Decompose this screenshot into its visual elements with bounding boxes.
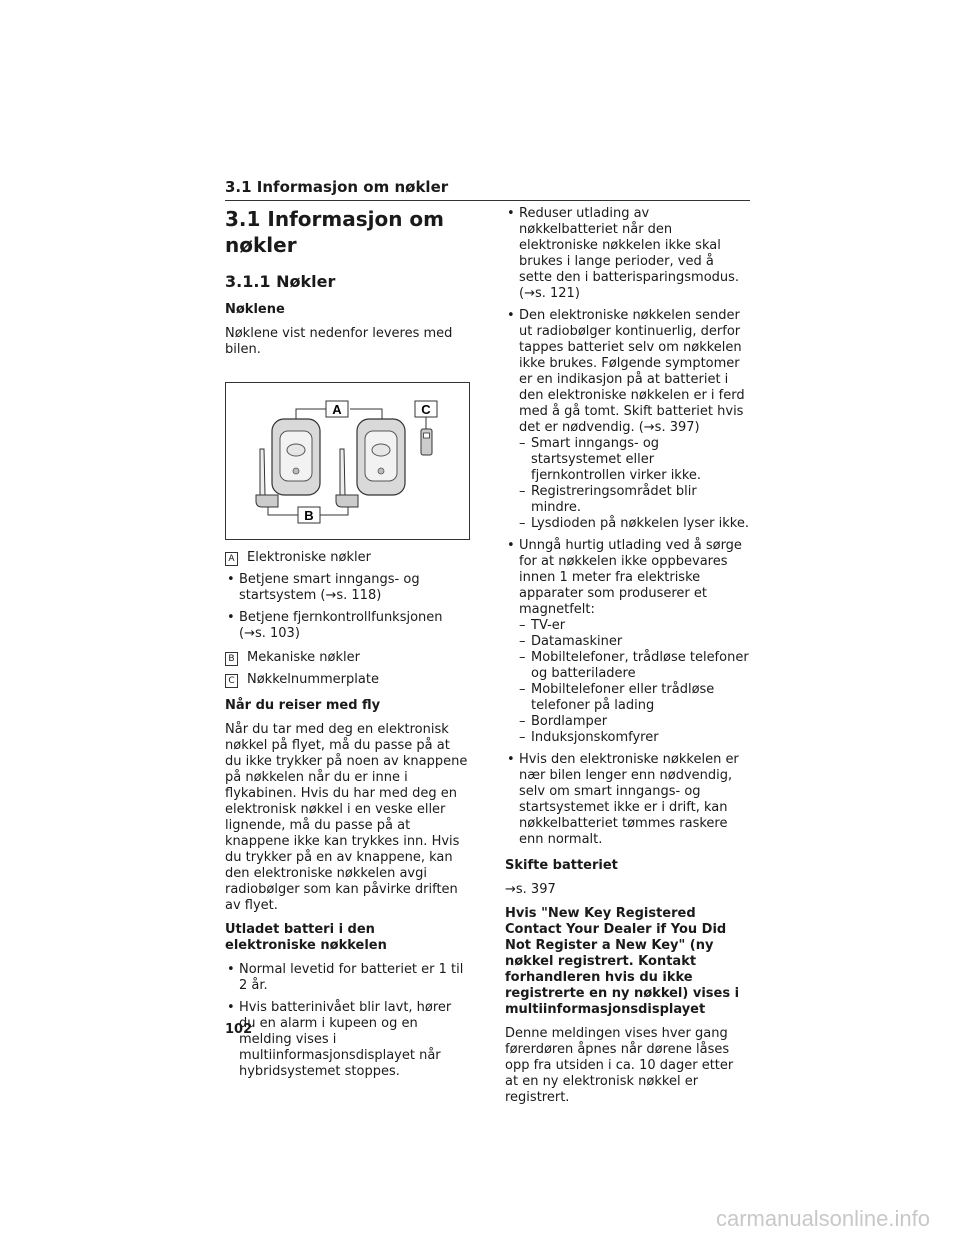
legend-a-sublist [225, 572, 470, 642]
legend-text: Nøkkelnummerplate [247, 672, 379, 687]
list-item: • Hvis batterinivået blir lavt, hører du en alarm i kupeen og en melding vises i multiinformasjonsdisplayet når hybridsystemet stoppes. [225, 1000, 470, 1080]
label-b-leader [268, 507, 298, 515]
section-title: 3.1 Informasjon om nøkler [225, 207, 444, 257]
dash-item: – Registreringsområdet blir mindre. [519, 484, 750, 516]
keys-figure [225, 382, 470, 540]
legend-badge: C [225, 674, 238, 688]
legend-item-a [225, 550, 470, 566]
battery-tips-list [505, 206, 750, 848]
list-item [505, 752, 750, 848]
legend-text: Mekaniske nøkler [247, 650, 360, 665]
dash-item: – Induksjonskomfyrer [519, 730, 750, 746]
dash-item: – Lysdioden på nøkkelen lyser ikke. [519, 516, 750, 532]
dash-item: – Datamaskiner [519, 634, 750, 650]
skifte-heading: Skifte batteriet [505, 858, 618, 873]
dash-item: – Mobiltelefoner, trådløse telefoner og batteriladere [519, 650, 750, 682]
list-item-text: Hvis den elektroniske nøkkelen er nær bilen lenger enn nødvendig, selv om smart inngangs- og startsystemet ikke er i drift, kan nøkkelbatteriet tømmes raskere enn normalt. [519, 752, 739, 847]
electronic-key-right [357, 419, 405, 495]
keys-illustration [226, 383, 469, 539]
running-header: 3.1 Informasjon om nøkler [225, 178, 750, 201]
symptom-list [519, 436, 750, 532]
legend-item-c [225, 672, 470, 688]
label-b: B [304, 508, 314, 523]
newkey-text: Denne meldingen vises hver gang førerdøren åpnes når dørene låses opp fra utsiden i ca. 10 dager etter at en ny elektronisk nøkkel er registrert. [505, 1026, 734, 1105]
legend-badge: A [225, 552, 238, 566]
keys-heading: Nøklene [225, 302, 285, 317]
list-item [505, 308, 750, 532]
dash-item: – Smart inngangs- og startsystemet eller fjernkontrollen virker ikke. [519, 436, 750, 484]
list-item-text: Den elektroniske nøkkelen sender ut radiobølger kontinuerlig, derfor tappes batteriet selv om nøkkelen ikke brukes. Følgende symptomer er en indikasjon på at batteriet i den elektroniske nøkkelen er i ferd med å gå tomt. Skift batteriet hvis det er nødvendig. (→s. 397) [519, 308, 745, 435]
battery-heading: Utladet batteri i den elektroniske nøkkelen [225, 922, 387, 953]
list-item: • Normal levetid for batteriet er 1 til 2 år. [225, 962, 470, 994]
electronic-key-left [272, 419, 320, 495]
label-a: A [332, 402, 342, 417]
list-item [505, 538, 750, 746]
list-item-text: Reduser utlading av nøkkelbatteriet når den elektroniske nøkkelen ikke skal brukes i lange perioder, ved å sette den i batterisparingsmodus. (→s. 121) [519, 206, 740, 301]
legend-text: Elektroniske nøkler [247, 550, 371, 565]
battery-list [225, 962, 470, 1080]
dash-item: – TV-er [519, 618, 750, 634]
dash-item: – Mobiltelefoner eller trådløse telefoner på lading [519, 682, 750, 714]
fly-text: Når du tar med deg en elektronisk nøkkel på flyet, må du passe på at du ikke trykker på noen av knappene på nøkkelen når du er inne i flykabinen. Hvis du har med deg en elektronisk nøkkel i en veske eller lignende, må du passe på at knappene ikke kan trykkes inn. Hvis du trykker på en av knappene, kan den elektroniske nøkkelen avgi radiobølger som kan påvirke driften av flyet. [225, 722, 468, 913]
list-item: • Betjene smart inngangs- og startsystem (→s. 118) [225, 572, 470, 604]
dash-item: – Bordlamper [519, 714, 750, 730]
fly-heading: Når du reiser med fly [225, 698, 381, 713]
list-item-text: Unngå hurtig utlading ved å sørge for at nøkkelen ikke oppbevares innen 1 meter fra elektriske apparater som produserer et magnetfelt: [519, 538, 742, 617]
skifte-ref: →s. 397 [505, 882, 556, 897]
keys-intro: Nøklene vist nedenfor leveres med bilen. [225, 326, 453, 357]
legend-badge: B [225, 652, 238, 666]
legend-item-b [225, 650, 470, 666]
key-number-plate [421, 429, 432, 455]
watermark: carmanualsonline.info [715, 1206, 930, 1231]
label-a-leader-right [350, 409, 382, 419]
page-number: 102 [225, 1022, 253, 1037]
newkey-heading: Hvis "New Key Registered Contact Your Dealer if You Did Not Register a New Key" (ny nøkkel registrert. Kontakt forhandleren hvis du ikke registrerte en ny nøkkel) vises i multiinformasjonsdisplayet [505, 906, 740, 1017]
label-b-leader-right [320, 507, 348, 515]
mechanical-key-right [336, 449, 358, 507]
list-item [505, 206, 750, 302]
subsection-title: 3.1.1 Nøkler [225, 272, 336, 291]
left-column [225, 206, 470, 1088]
label-a-leader [296, 409, 326, 419]
list-item: • Betjene fjernkontrollfunksjonen (→s. 103) [225, 610, 470, 642]
appliance-list [519, 618, 750, 746]
label-c: C [421, 402, 431, 417]
right-column [505, 206, 750, 1114]
